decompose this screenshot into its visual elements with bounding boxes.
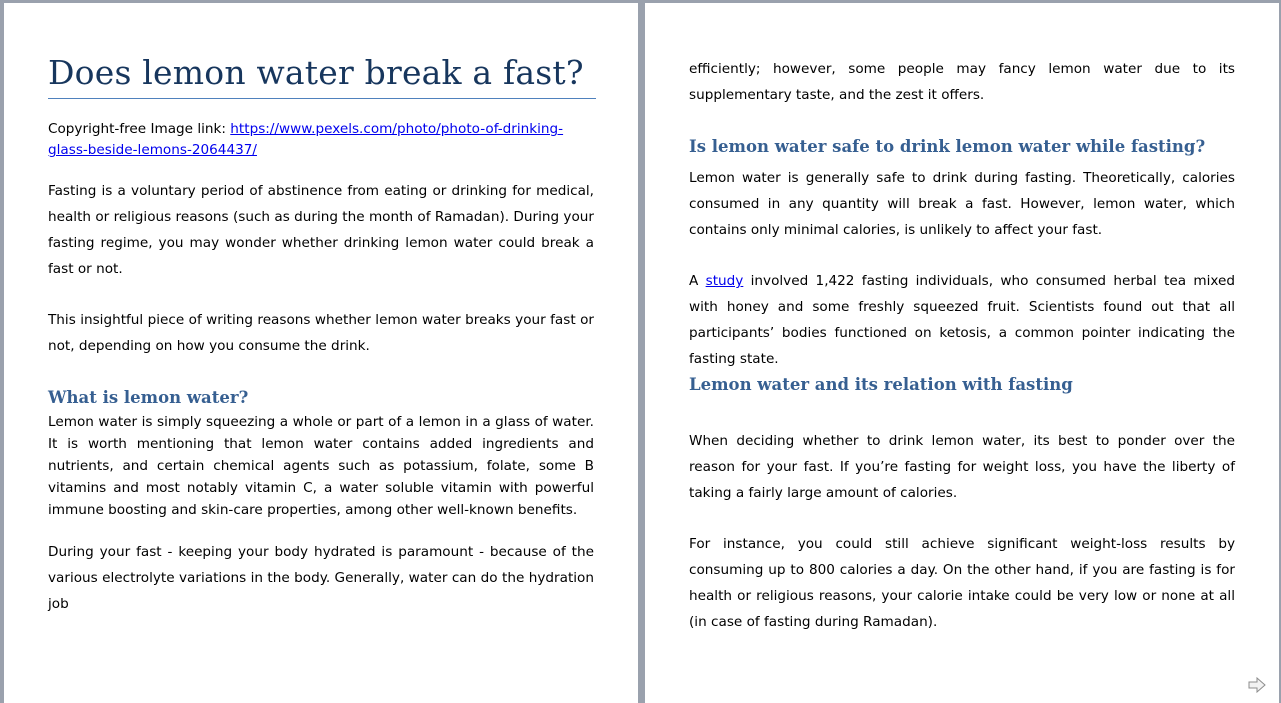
section-1-paragraph-1: Lemon water is simply squeezing a whole or part of a lemon in a glass of water. It is worth mentioning that lemon water contains added ingredients and nutrients, and certain chemical agents such as potassium, folate, some B vitamins and most notably vitamin C, a water soluble vitamin with powerful immune boosting and skin-care properties, among other well-known benefits. bbox=[48, 414, 594, 518]
section-3-paragraph-2: For instance, you could still achieve significant weight-loss results by consuming up to 800 calories a day. On the other hand, if you are fasting is for health or religious reasons, your calorie intake could be very low or none at all (in case of fasting during Ramadan). bbox=[689, 536, 1235, 630]
section-2-paragraph-1: Lemon water is generally safe to drink during fasting. Theoretically, calories consumed in any quantity will break a fast. However, lemon water, which contains only minimal calories, is unlikely to affect your fast. bbox=[689, 170, 1235, 238]
section-heading-is-lemon-water-safe: Is lemon water safe to drink lemon water while fasting? bbox=[689, 137, 1206, 156]
section-2-paragraph-2-rest: involved 1,422 fasting individuals, who consumed herbal tea mixed with honey and some freshly squeezed fruit. Scientists found out that all participants’ bodies functioned on ketosis, a common pointer indicating the fasting state. bbox=[689, 273, 1235, 367]
document-page-left bbox=[4, 3, 638, 703]
intro-paragraph-1: Fasting is a voluntary period of abstinence from eating or drinking for medical, health or religious reasons (such as during the month of Ramadan). During your fasting regime, you may wonder whether drinking lemon water could break a fast or not. bbox=[48, 183, 594, 277]
section-heading-relation-with-fasting: Lemon water and its relation with fasting bbox=[689, 375, 1073, 394]
section-2-paragraph-2 bbox=[689, 268, 1235, 372]
section-1-paragraph-2: During your fast - keeping your body hydrated is paramount - because of the various electrolyte variations in the body. Generally, water can do the hydration job bbox=[48, 544, 594, 612]
document-title: Does lemon water break a fast? bbox=[48, 53, 596, 99]
section-3-paragraph-1: When deciding whether to drink lemon water, its best to ponder over the reason for your fast. If you’re fasting for weight loss, you have the liberty of taking a fairly large amount of calories. bbox=[689, 433, 1235, 501]
section-2-paragraph-2-start: A bbox=[689, 273, 706, 289]
continued-paragraph: efficiently; however, some people may fancy lemon water due to its supplementary taste, and the zest it offers. bbox=[689, 61, 1235, 103]
section-heading-what-is-lemon-water: What is lemon water? bbox=[48, 388, 249, 407]
image-credit-label: Copyright-free Image link: bbox=[48, 121, 231, 137]
image-credit bbox=[48, 119, 568, 161]
arrow-right-icon[interactable] bbox=[1247, 677, 1267, 693]
image-credit-link[interactable]: https://www.pexels.com/photo/photo-of-drinking-glass-beside-lemons-2064437/ bbox=[48, 121, 564, 158]
study-link[interactable]: study bbox=[705, 273, 744, 289]
intro-paragraph-2: This insightful piece of writing reasons whether lemon water breaks your fast or not, depending on how you consume the drink. bbox=[48, 312, 594, 354]
document-page-right bbox=[645, 3, 1279, 703]
